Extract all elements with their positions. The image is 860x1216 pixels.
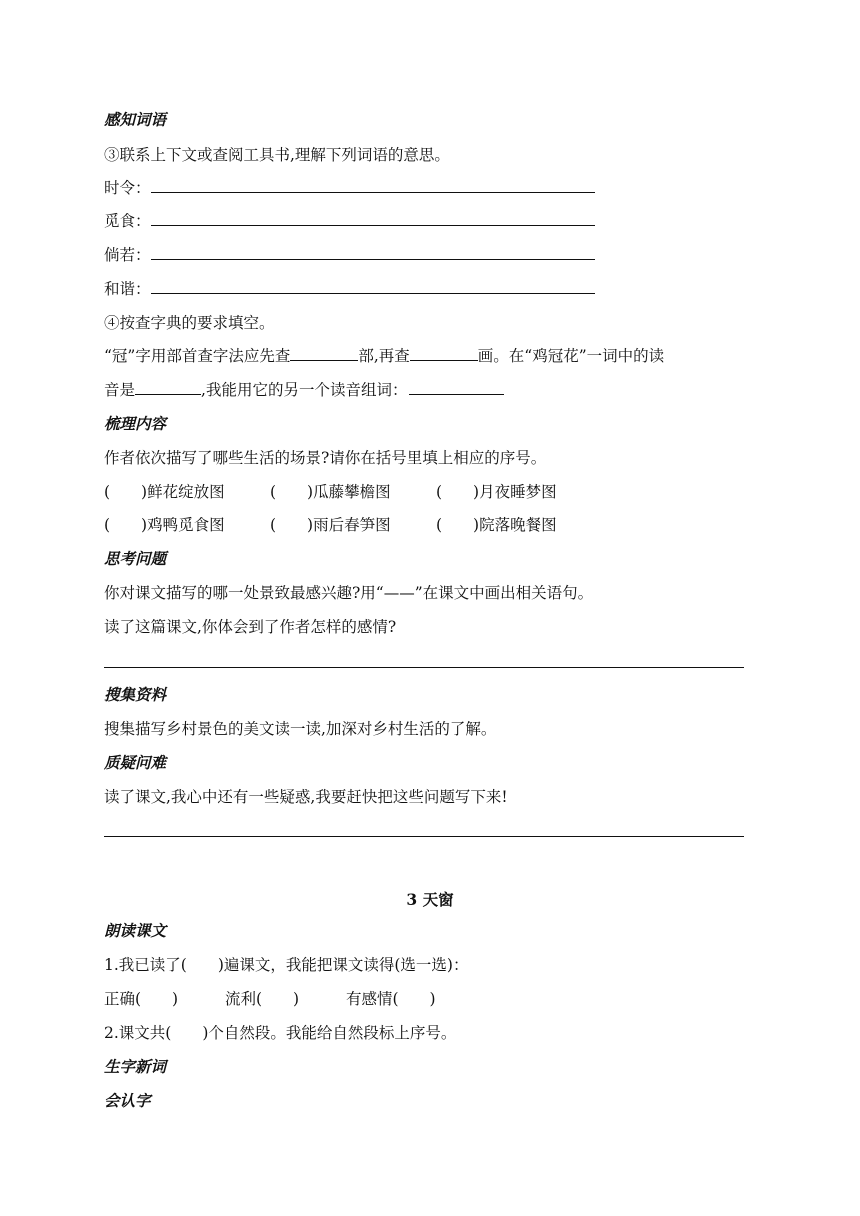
- answer-blank[interactable]: [151, 211, 595, 226]
- word-blank-row: [104, 245, 595, 265]
- answer-blank[interactable]: [151, 245, 595, 260]
- choice-expressive[interactable]: 有感情( ): [346, 990, 436, 1008]
- section-heading-read-aloud: 朗读课文: [104, 921, 167, 940]
- word-blank-row: [104, 211, 595, 231]
- scene-options-row-2: [104, 515, 557, 535]
- section-heading-new-words: 生字新词: [104, 1057, 167, 1076]
- answer-line[interactable]: [104, 667, 744, 668]
- scene-option[interactable]: ( )院落晚餐图: [436, 516, 557, 534]
- section-heading-collect: 搜集资料: [104, 685, 167, 704]
- think-question-1: 你对课文描写的哪一处景致最感兴趣?用“——”在课文中画出相关语句。: [104, 584, 594, 602]
- fill-text: 画。在“鸡冠花”一词中的读: [477, 347, 665, 365]
- lesson-title: 3 天窗: [406, 890, 454, 909]
- collect-text: 搜集描写乡村景色的美文读一读,加深对乡村生活的了解。: [104, 720, 497, 738]
- answer-blank[interactable]: [151, 279, 595, 294]
- word-label: 觅食：: [104, 212, 151, 230]
- question-3: ③联系上下文或查阅工具书,理解下列词语的意思。: [104, 146, 450, 164]
- read-item-1: 1.我已读了( )遍课文，我能把课文读得(选一选)：: [104, 956, 469, 974]
- word-blank-row: [104, 178, 595, 198]
- word-label: 和谐：: [104, 280, 151, 298]
- word-blank-row: [104, 279, 595, 299]
- fill-text: 部,再查: [358, 347, 410, 365]
- choice-correct[interactable]: 正确( ): [104, 990, 179, 1008]
- fill-text: “冠”字用部首查字法应先查: [104, 347, 291, 365]
- word-label: 倘若：: [104, 246, 151, 264]
- sort-prompt: 作者依次描写了哪些生活的场景?请你在括号里填上相应的序号。: [104, 449, 547, 467]
- fill-text: ,我能用它的另一个读音组词：: [201, 381, 408, 399]
- section-heading-recognize: 会认字: [104, 1091, 151, 1110]
- scene-option[interactable]: ( )瓜藤攀檐图: [270, 483, 391, 501]
- answer-blank[interactable]: [151, 178, 595, 193]
- reading-choices: [104, 989, 436, 1009]
- question-text: 读了课文,我心中还有一些疑惑,我要赶快把这些问题写下来!: [104, 788, 508, 806]
- radical-blank[interactable]: [290, 346, 358, 361]
- dictionary-fill-line-1: [104, 346, 664, 366]
- dictionary-fill-line-2: [104, 380, 504, 400]
- stroke-count-blank[interactable]: [410, 346, 478, 361]
- word-group-blank[interactable]: [409, 380, 504, 395]
- think-question-2: 读了这篇课文,你体会到了作者怎样的感情?: [104, 618, 397, 636]
- scene-option[interactable]: ( )鸡鸭觅食图: [104, 516, 225, 534]
- scene-options-row-1: [104, 482, 557, 502]
- answer-line[interactable]: [104, 836, 744, 837]
- read-item-2: 2.课文共( )个自然段。我能给自然段标上序号。: [104, 1024, 457, 1042]
- question-4: ④按查字典的要求填空。: [104, 314, 275, 332]
- section-heading-perceive-words: 感知词语: [104, 110, 167, 129]
- scene-option[interactable]: ( )鲜花绽放图: [104, 483, 225, 501]
- section-heading-question: 质疑问难: [104, 753, 167, 772]
- scene-option[interactable]: ( )雨后春笋图: [270, 516, 391, 534]
- pronunciation-blank[interactable]: [135, 380, 201, 395]
- section-heading-sort-content: 梳理内容: [104, 414, 167, 433]
- choice-fluent[interactable]: 流利( ): [225, 990, 300, 1008]
- section-heading-think: 思考问题: [104, 549, 167, 568]
- scene-option[interactable]: ( )月夜睡梦图: [436, 483, 557, 501]
- word-label: 时令：: [104, 179, 151, 197]
- fill-text: 音是: [104, 381, 136, 399]
